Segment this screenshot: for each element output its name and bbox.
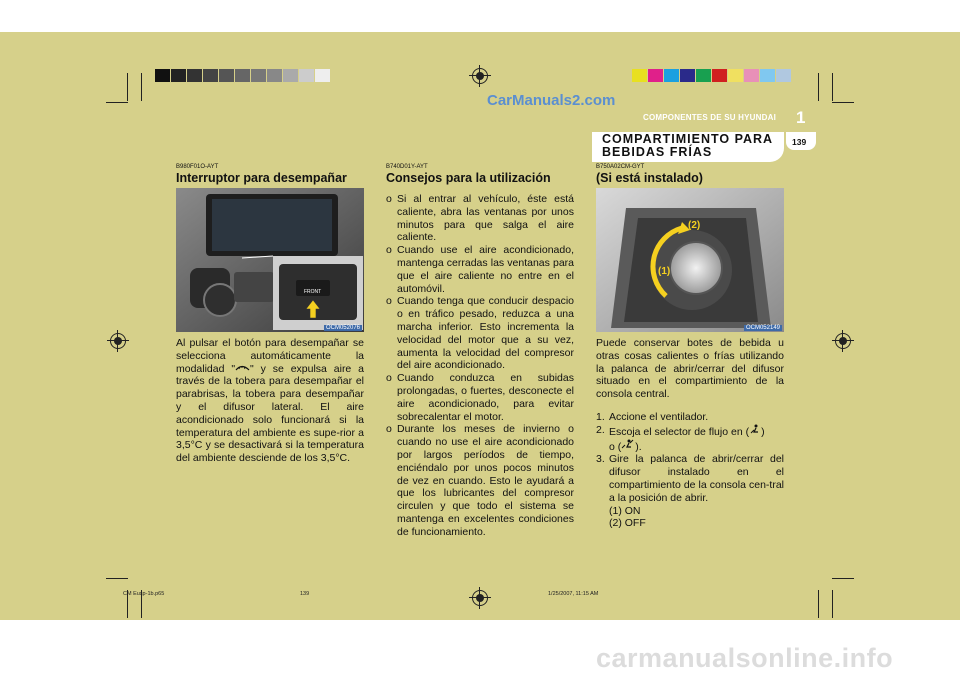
on-label: (1) ON: [609, 504, 641, 517]
list-item: 3. Gire la palanca de abrir/cerrar del difusor instalado en el compartimiento de la consola cen-tral a la posición de abrir. (1) ON (2) OFF: [596, 453, 784, 530]
floor-defrost-icon: [621, 439, 635, 450]
crop-mark: [832, 73, 833, 101]
registration-mark: [469, 65, 491, 87]
section-title: COMPONENTES DE SU HYUNDAI: [643, 113, 777, 122]
dashboard-illustration: [176, 188, 364, 332]
photo-code: OCM052076: [325, 325, 360, 331]
callout-off: (2): [688, 220, 701, 231]
site-watermark[interactable]: CarManuals2.com: [487, 92, 616, 109]
left-column: [176, 164, 364, 185]
crop-mark: [832, 590, 833, 618]
section-heading: Interruptor para desempañar: [176, 171, 347, 185]
registration-mark: [107, 330, 129, 352]
cooling-compartment-photo: [596, 188, 784, 332]
off-label: (2) OFF: [609, 517, 646, 530]
crop-mark: [832, 578, 854, 579]
middle-column: [386, 164, 574, 539]
color-strip: [632, 69, 792, 82]
tips-list: [386, 193, 574, 539]
registration-mark: [832, 330, 854, 352]
top-margin: [0, 0, 960, 32]
list-item: o Si al entrar al vehículo, éste está caliente, abra las ventanas por unos minutos para que salga el aire caliente.: [386, 193, 574, 244]
grayscale-strip: [155, 69, 331, 82]
callout-on: (1): [658, 266, 671, 277]
site-watermark-bottom[interactable]: carmanualsonline.info: [596, 643, 894, 673]
crop-mark: [818, 590, 819, 618]
front-button-label: FRONT: [304, 289, 322, 295]
steps-list: [596, 411, 784, 530]
crop-mark: [106, 102, 128, 103]
section-heading: (Si está instalado): [596, 171, 703, 185]
footer-file: CM Eusp-1b.p65: [123, 591, 165, 597]
defrost-description: Al pulsar el botón para desempañar se selecciona automáticamente la modalidad " " y se expulsa aire a través de la tobera para desempañar el parabrisas, la tobera para desempañar y el difusor lateral. El aire acondicionado solo funcionará si la temperatura del ambiente es supe-rior a 3,5°C y se desactivará si la temperatura del ambiente desciende de los 3,5°C.: [176, 337, 364, 465]
section-heading: Consejos para la utilización: [386, 171, 551, 185]
list-item: o Cuando tenga que conducir despacio o en tráfico pesado, reduzca a una marcha inferior. Esto incrementa la velocidad del motor que a su vez, aumenta la velocidad del compresor del aire acondicionado.: [386, 295, 574, 372]
list-item: o Cuando conduzca en subidas prolongadas, o fuertes, desconecte el aire acondicionado, para evitar sobrecalentar el motor.: [386, 372, 574, 423]
list-item: o Durante los meses de invierno o cuando no use el aire acondicionado por largos períodos de tiempo, enciéndalo por unos pocos minutos de vez en cuando. Esto le ayudará a que los lubricantes del compresor circulen y que todo el sistema se mantenga en excelentes condiciones de funcionamiento.: [386, 423, 574, 538]
section-code: B750A02CM-GYT: [596, 164, 645, 170]
defrost-icon: [235, 364, 250, 372]
footer-date: 1/25/2007, 11:15 AM: [548, 591, 599, 597]
tab-title: COMPARTIMIENTO PARA BEBIDAS FRÍAS: [602, 132, 773, 159]
crop-mark: [818, 73, 819, 101]
right-column: [596, 164, 784, 185]
crop-mark: [127, 73, 128, 101]
section-code: B740D01Y-AYT: [386, 164, 428, 170]
crop-mark: [141, 73, 142, 101]
page-number: 139: [792, 137, 807, 147]
defrost-switch-photo: [176, 188, 364, 332]
console-illustration: [596, 188, 784, 332]
list-item: o Cuando use el aire acondicionado, mantenga cerradas las ventanas para que el aire caliente no entre en el automóvil.: [386, 244, 574, 295]
list-item: 2. Escoja el selector de flujo en ( ) o ( ).: [596, 423, 765, 453]
list-item: 1. Accione el ventilador.: [596, 411, 709, 423]
registration-mark: [469, 587, 491, 609]
compartment-intro: Puede conservar botes de bebida u otras cosas calientes o frías utilizando la palanca de abrir/cerrar del difusor situado en el compartimiento de la consola central.: [596, 337, 784, 401]
floor-vent-icon: [749, 424, 761, 435]
chapter-number: 1: [796, 108, 806, 127]
photo-code: OCM052149: [745, 325, 780, 331]
crop-mark: [832, 102, 854, 103]
crop-mark: [106, 578, 128, 579]
section-code: B980F01O-AYT: [176, 164, 219, 170]
footer-page: 139: [300, 591, 310, 597]
